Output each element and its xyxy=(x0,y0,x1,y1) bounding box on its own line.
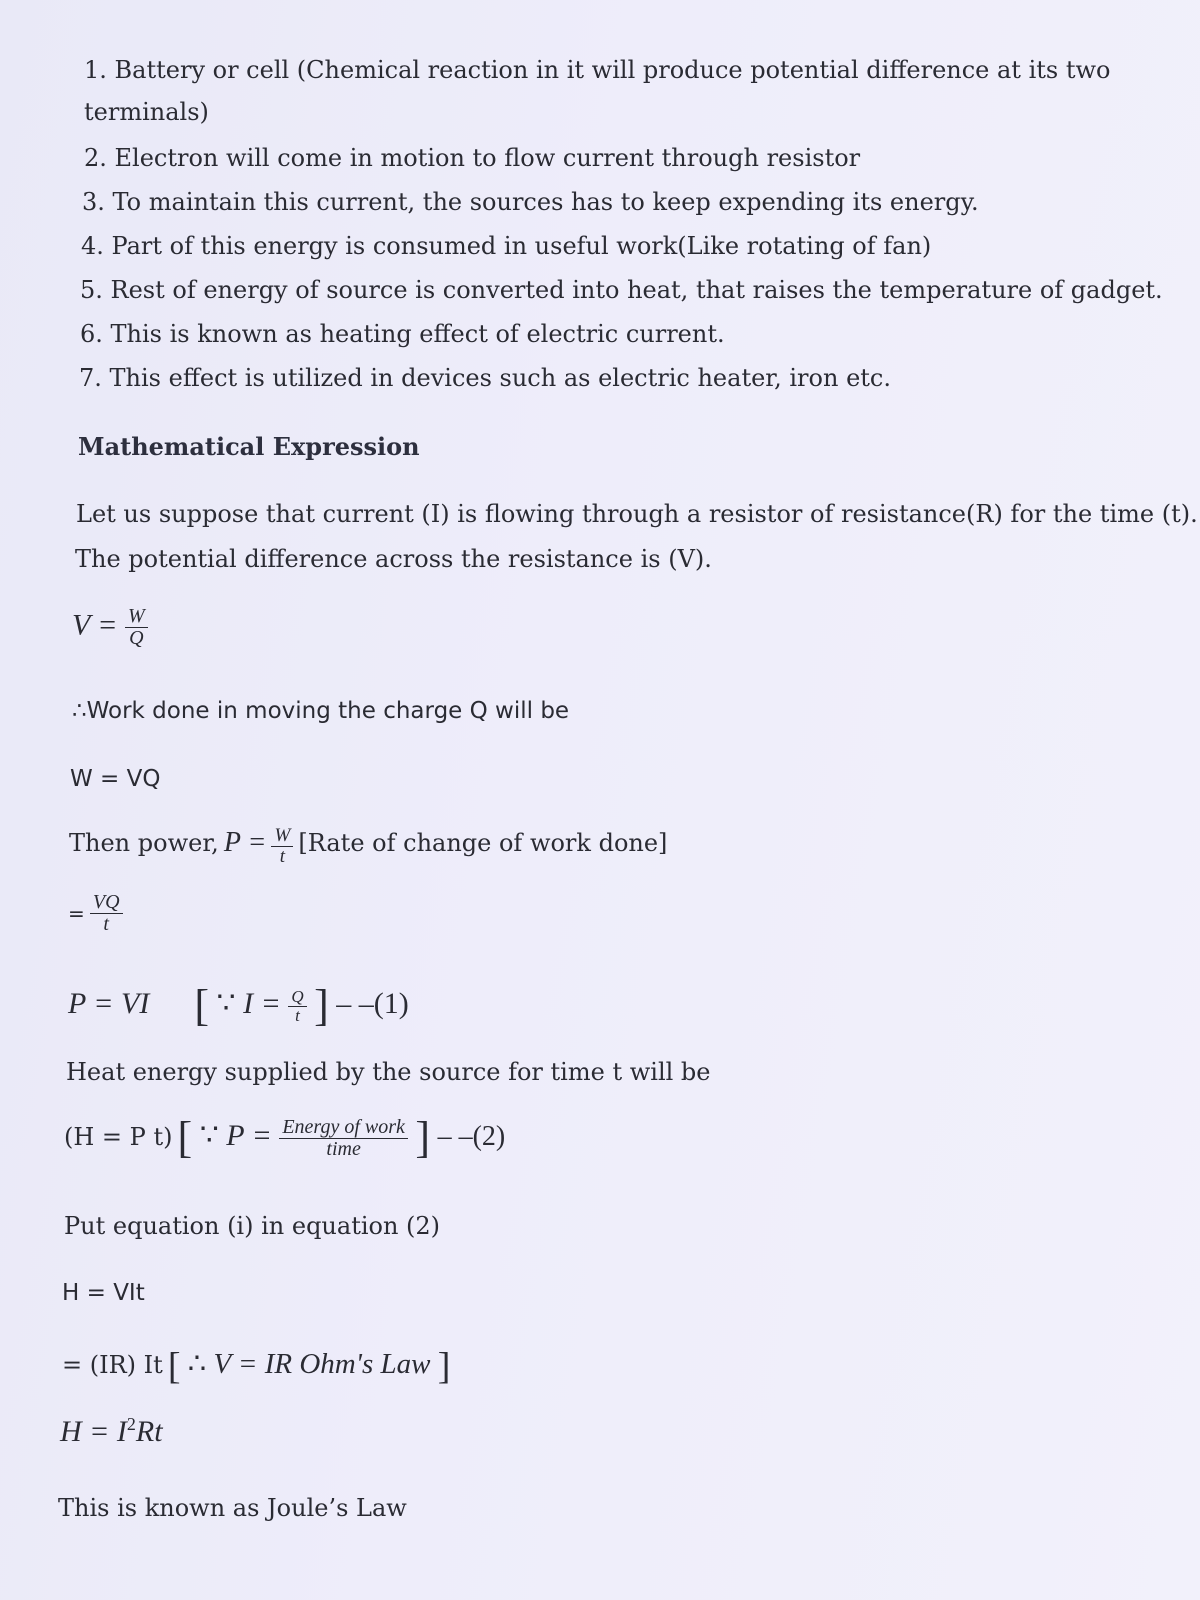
equation-h-pt xyxy=(64,1113,506,1162)
equation-h-vit: H = VIt xyxy=(62,1280,145,1306)
right-bracket: ] xyxy=(415,1113,431,1162)
because-symbol: ∵ xyxy=(199,1118,219,1152)
fraction-numerator: W xyxy=(125,606,148,628)
equation-lhs: = (IR) It xyxy=(62,1351,163,1379)
equation-joule-lhs: H = I xyxy=(60,1415,127,1448)
point-4: 4. Part of this energy is consumed in useful work(Like rotating of fan) xyxy=(81,232,932,260)
equation-p-vi xyxy=(68,981,409,1030)
equation-joule-rhs: Rt xyxy=(135,1415,163,1448)
substitution-line: Put equation (i) in equation (2) xyxy=(64,1212,441,1240)
intro-line-2: The potential difference across the resistance is (V). xyxy=(75,545,712,573)
equation-v-lhs: V = xyxy=(72,608,118,642)
equation-w-vq: W = VQ xyxy=(70,766,161,792)
fraction-denominator: Q xyxy=(129,627,144,649)
left-bracket: [ xyxy=(177,1113,193,1162)
equals-sign: = xyxy=(68,901,85,926)
point-7: 7. This effect is utilized in devices such as electric heater, iron etc. xyxy=(79,364,891,392)
equation-h-ir xyxy=(62,1345,451,1388)
power-lhs: P = xyxy=(223,826,267,858)
intro-line-1: Let us suppose that current (I) is flowing through a resistor of resistance(R) for the time (t). xyxy=(76,500,1198,528)
point-5: 5. Rest of energy of source is converted into heat, that raises the temperature of gadget. xyxy=(80,276,1163,304)
fraction-w-over-q xyxy=(125,606,148,649)
fraction-numerator: W xyxy=(271,826,293,847)
fraction-numerator: Energy of work xyxy=(279,1117,408,1139)
right-bracket: ] xyxy=(437,1345,451,1388)
therefore-symbol: ∴ xyxy=(187,1348,207,1380)
point-6: 6. This is known as heating effect of electric current. xyxy=(80,320,725,348)
equation-tag: – –(1) xyxy=(336,986,409,1020)
inner-expression: P = xyxy=(226,1118,272,1152)
work-done-line: ∴Work done in moving the charge Q will be xyxy=(72,698,570,724)
fraction-numerator: VQ xyxy=(90,892,123,914)
equation-lhs: (H = P t) xyxy=(64,1122,173,1151)
fraction-denominator: t xyxy=(295,1005,300,1025)
power-note: [Rate of change of work done] xyxy=(298,828,668,857)
exponent: 2 xyxy=(126,1414,136,1434)
left-bracket: [ xyxy=(167,1345,181,1388)
equation-vq-over-t xyxy=(68,892,123,935)
fraction-denominator: t xyxy=(279,845,286,867)
point-3: 3. To maintain this current, the sources has to keep expending its energy. xyxy=(82,188,979,216)
fraction-denominator: t xyxy=(103,913,109,935)
inner-expression: I = xyxy=(243,986,281,1020)
fraction-numerator: Q xyxy=(288,988,306,1007)
power-line xyxy=(69,826,667,867)
fraction-w-over-t xyxy=(271,826,293,867)
fraction-energy-over-time xyxy=(279,1117,408,1160)
fraction-vq-over-t xyxy=(90,892,123,935)
power-prefix: Then power, xyxy=(69,828,219,857)
heat-energy-line: Heat energy supplied by the source for time t will be xyxy=(66,1058,711,1086)
ohms-law-expression: V = IR Ohm's Law xyxy=(213,1348,431,1380)
point-1: 1. Battery or cell (Chemical reaction in it will produce potential difference at its two xyxy=(84,56,1111,84)
right-bracket: ] xyxy=(314,981,329,1030)
equation-tag: – –(2) xyxy=(437,1120,506,1152)
section-heading: Mathematical Expression xyxy=(78,432,420,461)
equation-lhs: P = VI xyxy=(68,986,150,1020)
equation-v xyxy=(72,606,148,649)
left-bracket: [ xyxy=(194,981,209,1030)
closing-line: This is known as Joule’s Law xyxy=(58,1494,407,1522)
point-1-continued: terminals) xyxy=(84,98,209,126)
fraction-q-over-t xyxy=(288,988,306,1025)
equation-joule xyxy=(60,1414,163,1449)
because-symbol: ∵ xyxy=(216,986,236,1020)
point-2: 2. Electron will come in motion to flow current through resistor xyxy=(84,144,861,172)
fraction-denominator: time xyxy=(326,1137,361,1160)
